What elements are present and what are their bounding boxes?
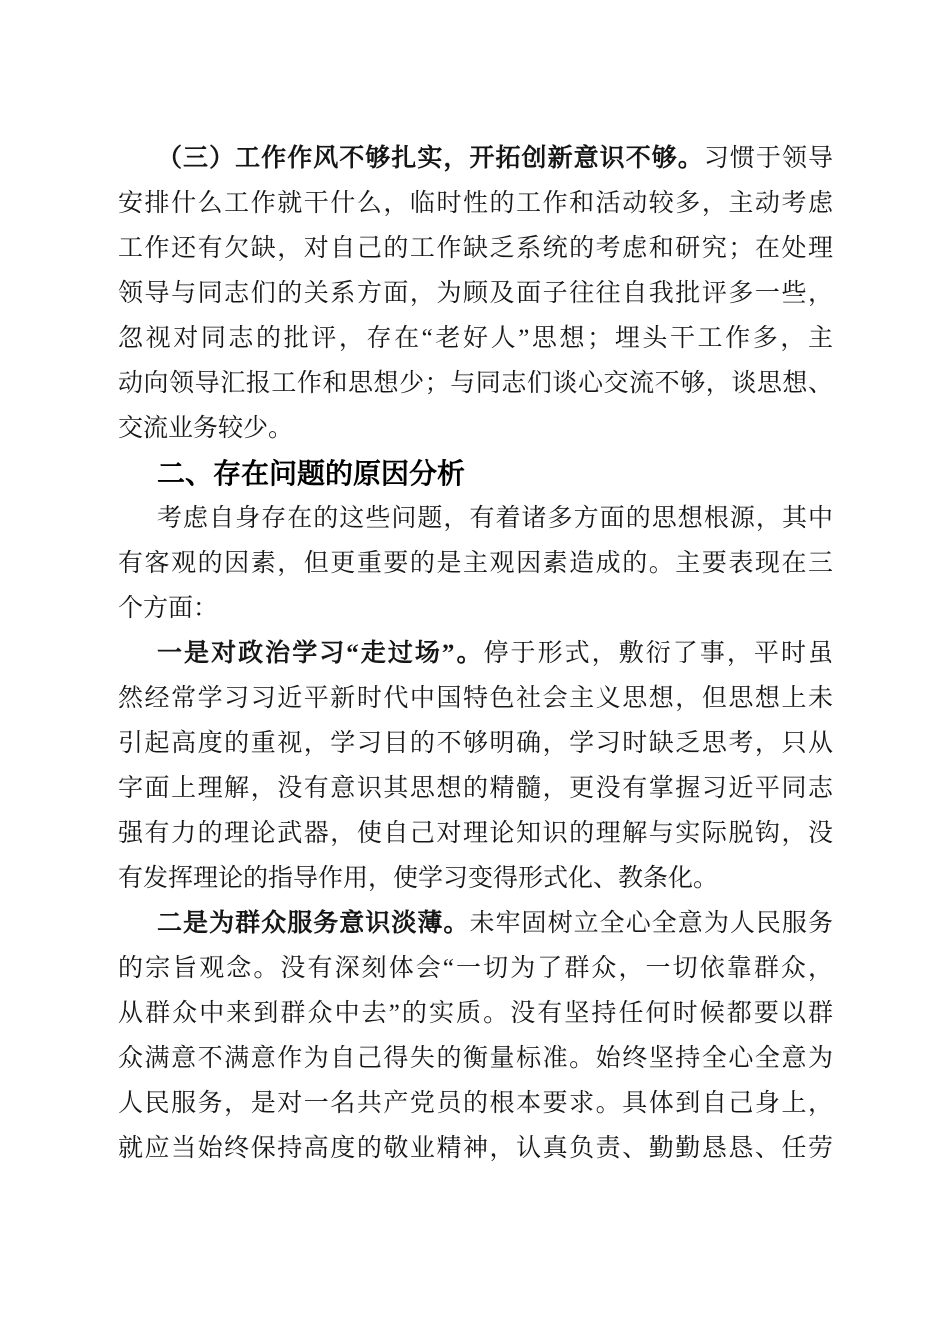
line-text: 引起高度的重视，学习目的不够明确，学习时缺乏思考，只从 [118,730,833,757]
paragraph-line [118,1036,833,1081]
paragraph-line [118,496,833,541]
paragraph-line [118,136,833,181]
paragraph-line [118,991,833,1036]
bold-lead-text: （三）工作作风不够扎实，开拓创新意识不够。 [157,145,704,172]
line-text: 安排什么工作就干什么，临时性的工作和活动较多，主动考虑 [118,190,833,217]
paragraph-line [118,226,833,271]
line-text: 的宗旨观念。没有深刻体会“一切为了群众，一切依靠群众， [118,955,833,982]
paragraph-line [118,766,833,811]
paragraph-line [118,361,833,406]
section-heading [118,451,833,496]
line-text: 个方面： [118,595,219,622]
line-text: 忽视对同志的批评，存在“老好人”思想；埋头干工作多，主 [118,325,833,352]
line-text: 有客观的因素，但更重要的是主观因素造成的。主要表现在三 [118,550,833,577]
paragraph-line [118,316,833,361]
section-heading-text: 二、存在问题的原因分析 [157,458,466,489]
paragraph-line [118,406,833,451]
line-text: 停于形式，敷衍了事，平时虽 [483,640,833,667]
line-text: 字面上理解，没有意识其思想的精髓，更没有掌握习近平同志 [118,775,833,802]
paragraph-line [118,271,833,316]
paragraph-line [118,856,833,901]
paragraph-line [118,181,833,226]
paragraph-line [118,721,833,766]
line-text: 领导与同志们的关系方面，为顾及面子往往自我批评多一些， [118,280,833,307]
line-text: 考虑自身存在的这些问题，有着诸多方面的思想根源，其中 [157,505,833,532]
paragraph-line [118,631,833,676]
bold-lead-text: 二是为群众服务意识淡薄。 [157,910,470,937]
line-text: 未牢固树立全心全意为人民服务 [469,910,833,937]
line-text: 就应当始终保持高度的敬业精神，认真负责、勤勤恳恳、任劳 [118,1135,833,1162]
paragraph-line [118,946,833,991]
paragraph-line [118,676,833,721]
paragraph-line [118,811,833,856]
line-text: 动向领导汇报工作和思想少；与同志们谈心交流不够，谈思想、 [118,370,833,397]
line-text: 人民服务，是对一名共产党员的根本要求。具体到自己身上， [118,1090,833,1117]
line-text: 有发挥理论的指导作用，使学习变得形式化、教条化。 [118,865,719,892]
line-text: 交流业务较少。 [118,415,294,442]
line-text: 习惯于领导 [703,145,833,172]
bold-lead-text: 一是对政治学习“走过场”。 [157,640,484,667]
line-text: 从群众中来到群众中去”的实质。没有坚持任何时候都要以群 [118,1000,833,1027]
line-text: 工作还有欠缺，对自己的工作缺乏系统的考虑和研究；在处理 [118,235,833,262]
paragraph-line [118,586,833,631]
paragraph-line [118,541,833,586]
line-text: 然经常学习习近平新时代中国特色社会主义思想，但思想上未 [118,685,833,712]
paragraph-line [118,901,833,946]
line-text: 众满意不满意作为自己得失的衡量标准。始终坚持全心全意为 [118,1045,833,1072]
paragraph-line [118,1081,833,1126]
line-text: 强有力的理论武器，使自己对理论知识的理解与实际脱钩，没 [118,820,833,847]
paragraph-line [118,1126,833,1171]
